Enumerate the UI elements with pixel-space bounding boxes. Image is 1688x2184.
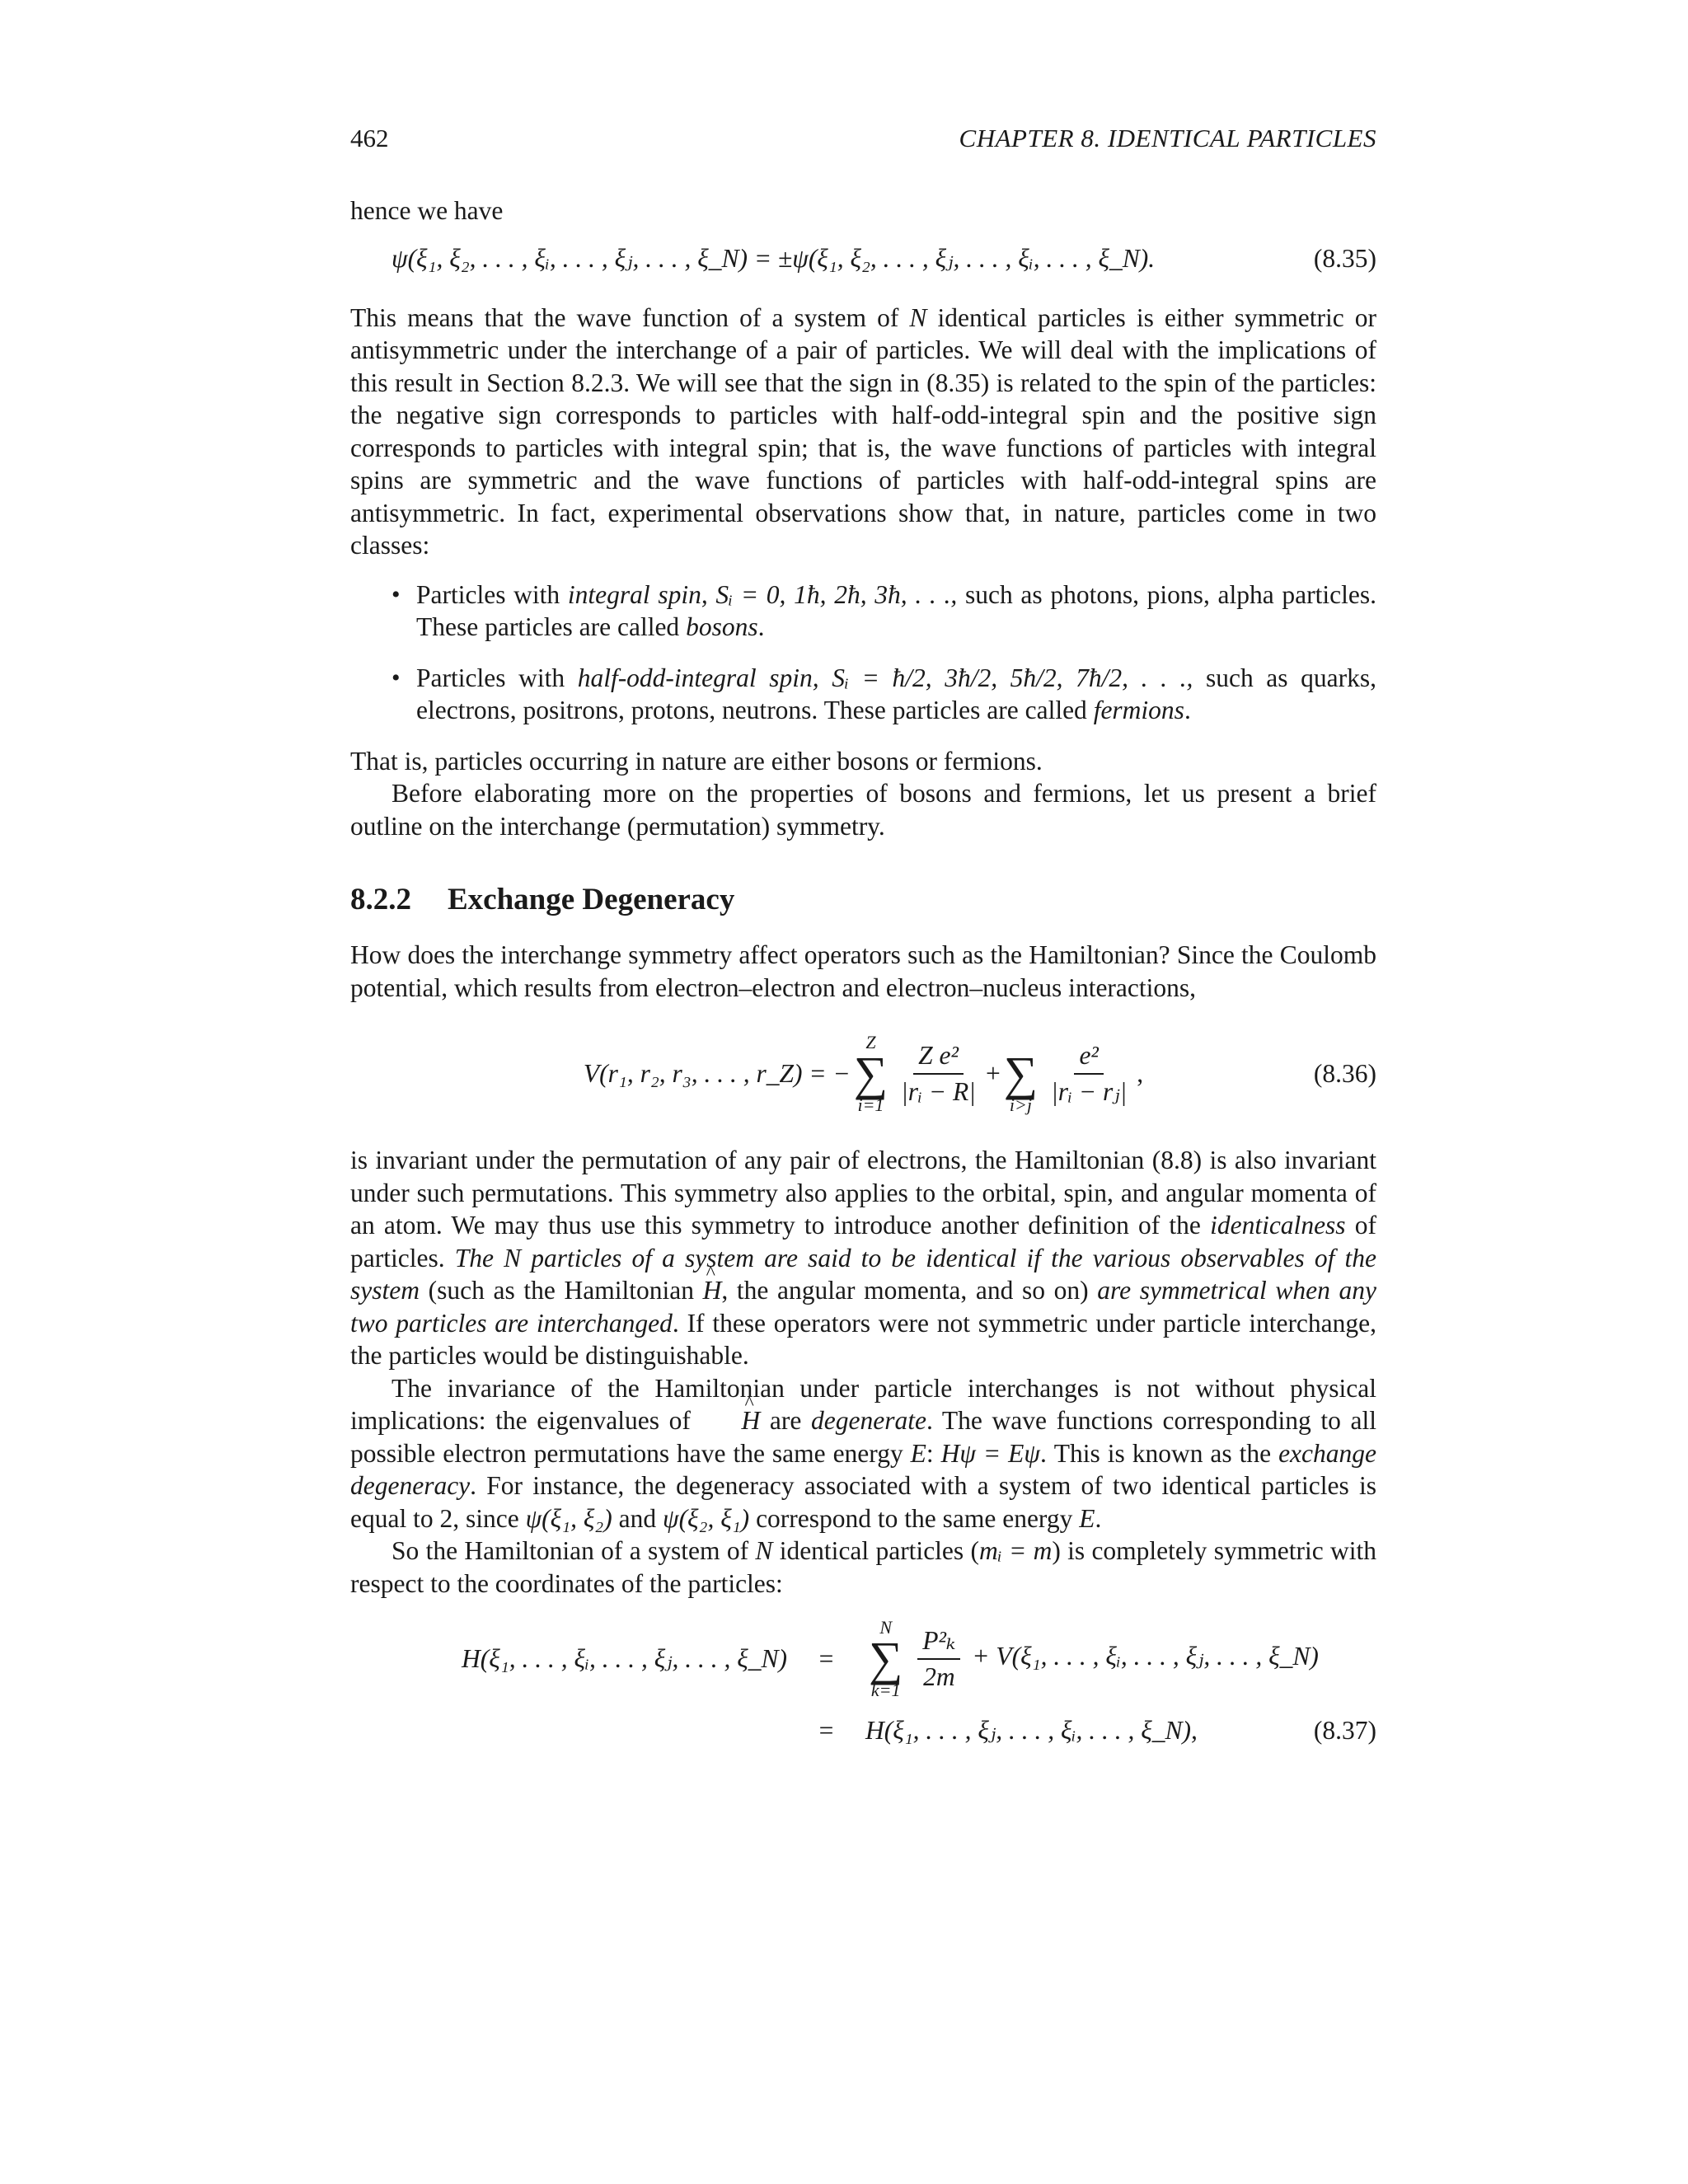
- text: So the Hamiltonian of a system of: [392, 1536, 756, 1565]
- equation-8-36-tag: (8.36): [1313, 1059, 1376, 1088]
- equation-8-35-content: ψ(ξ₁, ξ₂, . . . , ξᵢ, . . . , ξⱼ, . . . , ξ_N) = ±ψ(ξ₁, ξ₂, . . . , ξⱼ, . . . , ξᵢ, . . . , ξ_N).: [392, 243, 1156, 273]
- text: are: [760, 1406, 811, 1435]
- hamiltonian-symbol: ^ H: [703, 1274, 722, 1307]
- equation-8-37-line-1: [350, 1611, 1376, 1706]
- paragraph-3: Before elaborating more on the properties of bosons and fermions, let us present a brief outline on the interchange (permutation) symmetry.: [350, 779, 1376, 841]
- sigma-icon: ∑: [1003, 1047, 1039, 1100]
- bullet-text: such as quarks, electrons, positrons, protons, neutrons. These particles are called: [416, 663, 1376, 724]
- term-identicalness: identicalness: [1210, 1211, 1346, 1240]
- definition-emphasis: The N particles of a system are said to be identical if the various observables of the system: [350, 1243, 1377, 1305]
- fraction-1: [896, 1040, 981, 1108]
- text: .: [1095, 1503, 1102, 1533]
- bullet-text: .: [757, 612, 765, 641]
- particle-classes-list: [350, 579, 1376, 727]
- bullet-text: such as photons, pions, alpha particles. These particles are called: [416, 579, 1376, 641]
- term-bosons: bosons: [686, 612, 758, 641]
- text: The invariance of the Hamiltonian under particle interchanges is not without physical implications: the eigenvalues of: [350, 1373, 1376, 1435]
- energy-symbol: E: [1079, 1503, 1095, 1533]
- equation-8-36: [350, 1012, 1376, 1136]
- equation-8-37-line-2: [350, 1706, 1376, 1755]
- equals-sign: =: [818, 1716, 834, 1745]
- paragraph-1-part-b: identical particles is either symmetric or antisymmetric under the interchange of a pair of particles. We will deal with the implications of this result in Section 8.2.3. We will see that the sign in (8.35) is related to the spin of the particles: the negative sign corresponds to particles with half-odd-integral spin and the positive sign corresponds to particles with integral spin; that is, the wave functions of particles with integral spins are symmetric and the wave functions of particles with half-odd-integral spins are antisymmetric. In fact, experimental observations show that, in nature, particles come in two classes:: [350, 302, 1377, 560]
- text: correspond to the same energy: [749, 1503, 1080, 1533]
- running-title: CHAPTER 8. IDENTICAL PARTICLES: [959, 124, 1376, 152]
- text: . The wave functions corresponding to all possible electron permutations have the same energy: [350, 1406, 1376, 1468]
- bullet-text: Particles with: [416, 579, 568, 609]
- bullet-math: , Sᵢ = 0, 1ħ, 2ħ, 3ħ, . . .,: [701, 579, 958, 609]
- fraction-denominator: 2m: [923, 1661, 955, 1691]
- summation-2: [1004, 1033, 1038, 1115]
- text: :: [926, 1438, 941, 1468]
- equation-8-35: [350, 234, 1376, 284]
- text: and: [612, 1503, 663, 1533]
- sum-upper-limit: N: [879, 1616, 893, 1638]
- fraction: [917, 1625, 960, 1693]
- equation-8-37: [350, 1611, 1376, 1755]
- text: is invariant under the permutation of any pair of electrons, the Hamiltonian (8.8) is also invariant under such permutations. This symmetry also applies to the orbital, spin, and angular momenta of an atom. We may thus use this symmetry to introduce another definition of the: [350, 1146, 1376, 1240]
- equation-lhs: H(ξ₁, . . . , ξᵢ, . . . , ξⱼ, . . . , ξ_N): [462, 1643, 787, 1673]
- inline-math: mᵢ = m: [978, 1536, 1053, 1565]
- text: identical particles (: [772, 1536, 979, 1565]
- term-fermions: fermions: [1093, 696, 1184, 724]
- inline-math: ψ(ξ₁, ξ₂): [525, 1503, 612, 1533]
- text: (such as the Hamiltonian: [419, 1276, 703, 1305]
- paragraph-1-part-a: This means that the wave function of a system of: [350, 302, 910, 332]
- paragraph-1: [350, 302, 1376, 562]
- equation-trail: ,: [1137, 1059, 1144, 1088]
- paragraph-6: [350, 1372, 1376, 1535]
- equation-rhs: H(ξ₁, . . . , ξⱼ, . . . , ξᵢ, . . . , ξ_N),: [865, 1716, 1198, 1745]
- running-head: [350, 124, 1376, 153]
- equation-8-36-lhs: V(r₁, r₂, r₃, . . . , r_Z) = −: [583, 1059, 851, 1088]
- fraction-numerator: e²: [1074, 1040, 1103, 1075]
- section-heading: [350, 882, 1376, 917]
- sum-lower-limit: i>j: [1009, 1094, 1032, 1115]
- fraction-2: [1046, 1040, 1132, 1108]
- text: . This is known as the: [1039, 1438, 1279, 1468]
- fraction-denominator: |rᵢ − rⱼ|: [1051, 1077, 1128, 1106]
- fraction-denominator: |rᵢ − R|: [901, 1077, 976, 1106]
- section-number: 8.2.2: [350, 883, 411, 916]
- paragraph-4: How does the interchange symmetry affect operators such as the Hamiltonian? Since the Coulomb potential, which results from electron–electron and electron–nucleus interactions,: [350, 940, 1376, 1002]
- equation-8-37-tag: (8.37): [1313, 1716, 1376, 1745]
- text: , the angular momenta, and so on): [721, 1276, 1098, 1305]
- summation-1: [854, 1033, 888, 1115]
- bullet-text: Particles with: [416, 663, 578, 692]
- paragraph-2: That is, particles occurring in nature are either bosons or fermions.: [350, 746, 1043, 776]
- list-item-bosons: [350, 579, 1376, 644]
- paragraph-7: [350, 1535, 1376, 1600]
- sigma-icon: ∑: [853, 1047, 889, 1100]
- sigma-icon: ∑: [869, 1631, 903, 1685]
- text: ) is completely symmetric with respect to the coordinates of the particles:: [350, 1536, 1376, 1598]
- summation: [869, 1618, 903, 1700]
- equation-8-35-tag: (8.35): [1313, 243, 1376, 273]
- term-exchange-degeneracy: exchange degeneracy: [350, 1438, 1376, 1500]
- bullet-emphasis: integral spin: [567, 579, 701, 609]
- term-degenerate: degenerate: [811, 1406, 926, 1435]
- text: . For instance, the degeneracy associated with a system of two identical particles is equal to 2, since: [350, 1471, 1376, 1533]
- plus-sign: +: [985, 1059, 1001, 1088]
- intro-text: hence we have: [350, 196, 504, 225]
- definition-emphasis: are symmetrical when any two particles are interchanged: [350, 1276, 1376, 1338]
- sum-upper-limit: Z: [865, 1032, 876, 1052]
- page-number: 462: [350, 124, 389, 152]
- variable-n: N: [909, 302, 927, 332]
- text: of particles.: [350, 1211, 1376, 1272]
- text: . If these operators were not symmetric under particle interchange, the particles would be distinguishable.: [350, 1308, 1376, 1370]
- equation-rhs: [865, 1618, 1376, 1700]
- fraction-numerator: P²ₖ: [917, 1625, 960, 1660]
- inline-math: ψ(ξ₂, ξ₁): [663, 1503, 750, 1533]
- paragraph-5: [350, 1144, 1376, 1372]
- bullet-icon: •: [392, 663, 401, 691]
- equation-rest: + V(ξ₁, . . . , ξᵢ, . . . , ξⱼ, . . . , ξ_N): [972, 1641, 1319, 1671]
- sum-lower-limit: i=1: [857, 1094, 884, 1115]
- page: [350, 124, 1376, 1755]
- sum-lower-limit: k=1: [870, 1679, 901, 1700]
- bullet-math: , Sᵢ = ħ/2, 3ħ/2, 5ħ/2, 7ħ/2, . . .,: [812, 663, 1193, 692]
- section-title: Exchange Degeneracy: [448, 883, 735, 916]
- list-item-fermions: [350, 662, 1376, 727]
- equals-sign: =: [818, 1643, 834, 1673]
- bullet-icon: •: [392, 580, 401, 608]
- bullet-text: .: [1184, 696, 1191, 724]
- energy-symbol: E: [910, 1438, 926, 1468]
- variable-n: N: [755, 1536, 773, 1565]
- inline-equation: Hψ = Eψ: [940, 1438, 1040, 1468]
- fraction-numerator: Z e²: [913, 1040, 964, 1075]
- hamiltonian-symbol: ^ H: [701, 1404, 761, 1437]
- bullet-emphasis: half-odd-integral spin: [577, 663, 813, 692]
